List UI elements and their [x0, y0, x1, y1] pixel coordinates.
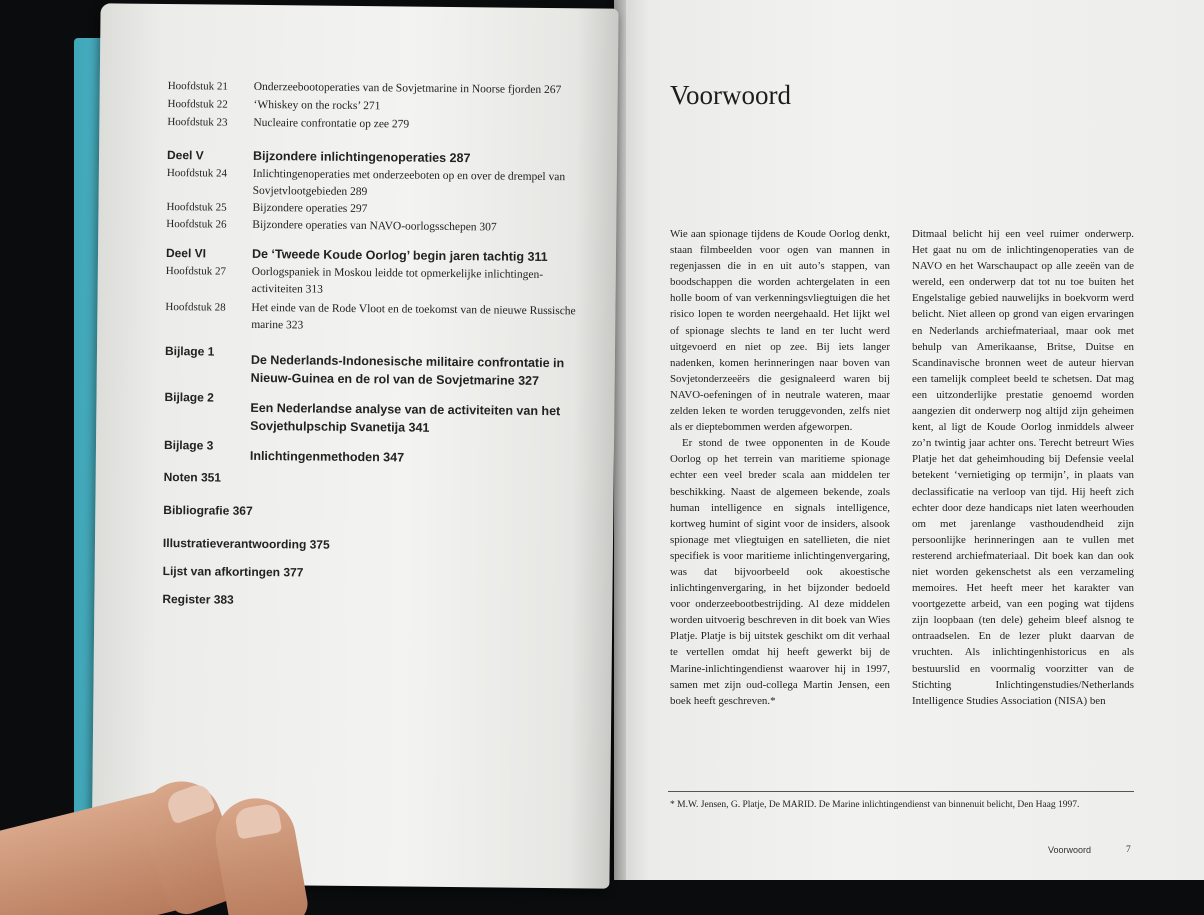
toc-entry — [166, 167, 587, 184]
toc-entry — [166, 201, 587, 216]
toc-entry-cont — [165, 318, 585, 332]
toc-title: Bijzondere operaties 297 — [252, 201, 368, 216]
toc-entry-cont — [166, 282, 586, 296]
toc-label: Hoofdstuk 21 — [167, 80, 229, 93]
page-number: 7 — [1126, 845, 1131, 855]
toc-title: Sovjetvlootgebieden 289 — [252, 184, 368, 199]
toc-label: Bijlage 2 — [164, 390, 214, 405]
toc-label: Deel V — [166, 148, 204, 163]
toc-title: Het einde van de Rode Vloot en de toekomst van de nieuwe Russische — [251, 301, 576, 318]
toc-entry — [167, 98, 588, 113]
toc-back-item: Illustratieverantwoording 375 — [162, 535, 330, 552]
toc-entry-cont — [164, 418, 584, 435]
left-page — [91, 3, 618, 888]
toc-back-matter — [164, 468, 584, 490]
toc-label: Hoofdstuk 27 — [165, 265, 227, 278]
toc-title: Onderzeebootoperaties van de Sovjetmarine in Noorse fjorden 267 — [253, 80, 562, 97]
toc-back-item: Noten 351 — [163, 469, 222, 485]
table-of-contents — [91, 3, 618, 888]
toc-section — [166, 148, 587, 166]
paragraph: Er stond de twee opponenten in de Koude Oorlog op het terrein van maritieme spionage echter een veel breder scala aan middelen ter beschikking. Naast de algemeen bekende, zoals human intelligence en signals intelligence, kortweg humint of sigint voor de insiders, alsook spionage met vliegtuigen en satellieten, die niet specifiek is voor maritieme inlichtingenvergaring, was dat bijvoorbeeld ook akoestische inlichtingenvergaring, in het bijzonder bedoeld voor onderzeebootbestrijding. Al deze middelen worden uitvoerig beschreven in dit boek van Wies Platje. Platje is bij uitstek geschikt om dit verhaal te vertellen omdat hij heeft gewerkt bij de Marine-inlichtingendienst waarover hij in 1997, samen met zijn oud-collega Martin Jensen, een boek heeft geschreven.* — [670, 437, 890, 707]
toc-label: Hoofdstuk 24 — [166, 167, 228, 180]
toc-label: Hoofdstuk 25 — [166, 201, 227, 214]
toc-entry — [166, 218, 586, 234]
text-column-2 — [912, 226, 1134, 709]
toc-title: Inlichtingenmethoden 347 — [249, 448, 405, 465]
toc-title: ‘Whiskey on the rocks’ 271 — [253, 98, 381, 113]
toc-title: Nieuw-Guinea en de rol van de Sovjetmarine 327 — [250, 370, 540, 388]
toc-title: De Nederlands-Indonesische militaire confrontatie in — [250, 352, 565, 371]
toc-appendix — [164, 344, 585, 371]
toc-entry — [167, 80, 588, 97]
toc-back-matter — [163, 534, 583, 556]
toc-appendix — [163, 438, 584, 465]
toc-title: Oorlogspaniek in Moskou leidde tot opmerkelijke inlichtingen- — [251, 265, 544, 281]
toc-title: Sovjethulpschip Svanetija 341 — [250, 418, 430, 435]
toc-label: Hoofdstuk 28 — [165, 301, 226, 314]
toc-label: Hoofdstuk 23 — [167, 116, 228, 129]
toc-label: Bijlage 1 — [164, 344, 215, 359]
toc-title: activiteiten 313 — [251, 282, 323, 296]
toc-section — [165, 246, 586, 265]
toc-back-item: Bibliografie 367 — [163, 502, 253, 518]
toc-entry-cont — [165, 370, 585, 388]
toc-entry-cont — [167, 184, 587, 199]
toc-label: Deel VI — [165, 246, 207, 261]
toc-title: Bijzondere operaties van NAVO-oorlogsschepen 307 — [252, 218, 497, 234]
toc-back-matter — [163, 501, 583, 523]
paragraph: Wie aan spionage tijdens de Koude Oorlog denkt, staan filmbeelden voor ogen van mannen in regenjassen die in en uit auto’s stappen, van boodschappen die worden achtergelaten in een holle boom of van verkenningsvliegtuigen die het risico lopen te worden neergehaald. Het lijkt wel of spionage slechts te land en ter lucht werd uitgevoerd en niet op zee. Bij iets langer nadenken, komen herinneringen naar boven van Sovjetonderzeeërs die gesignaleerd waren bij NAVO-oefeningen of in neutrale wateren, maar zelden leken te worden teruggevonden, zelfs niet als er dieptebommen werden afgeworpen. — [670, 228, 890, 434]
toc-label: Bijlage 3 — [163, 438, 214, 453]
running-footer-title: Voorwoord — [1048, 845, 1092, 855]
toc-entry — [167, 116, 587, 131]
right-page — [614, 0, 1204, 880]
toc-title: De ‘Tweede Koude Oorlog’ begin jaren tachtig 311 — [251, 246, 548, 265]
toc-title: Een Nederlandse analyse van de activiteiten van het — [250, 400, 561, 419]
toc-entry — [165, 265, 586, 281]
toc-back-matter — [163, 562, 583, 584]
footnote-rule — [668, 791, 1134, 792]
toc-title: Inlichtingenoperaties met onderzeeboten op en over de drempel van — [252, 167, 566, 184]
text-column-1 — [670, 226, 890, 709]
toc-appendix — [164, 390, 585, 419]
toc-title: Bijzondere inlichtingenoperaties 287 — [252, 148, 471, 166]
paragraph: Ditmaal belicht hij een veel ruimer onderwerp. Het gaat nu om de inlichtingenoperaties van de NAVO en het Warschaupact op alle zeeën van de wereld, een onderwerp dat tot nu toe buiten het Engelstalige gebied nauwelijks in boekvorm werd belicht. Niet alleen op grond van eigen ervaringen en Nederlands archiefmateriaal, maar ook met behulp van Amerikaanse, Britse, Duitse en Scandinavische bronnen weet de auteur hiervan een tamelijk compleet beeld te schetsen. Dat mag een uitzonderlijke prestatie genoemd worden aangezien dit onderwerp nog altijd zijn geheimen kent, al ligt de Koude Oorlog inmiddels alweer zo’n twintig jaar achter ons. Terecht betreurt Wies Platje het dat geheimhouding bij Defensie veelal betekent ‘vernietiging op termijn’, in plaats van declassificatie na verloop van tijd. Hij heeft zich echter door deze handicaps niet laten weerhouden om met jarenlange vasthoudendheid zijn persoonlijke herinneringen aan te vullen met resterend archiefmateriaal. Dit boek kan dan ook niet worden gekenschetst als een verzameling memoires. Het heeft meer het karakter van voortgezette arbeid, van een poging wat tijdens zijn loopbaan (ten dele) geheim bleef alsnog te ontraadselen. En de lezer plukt daarvan de vruchten. Als inlichtingenhistoricus en als bestuurslid en voormalig voorzitter van de Stichting Inlichtingenstudies/Netherlands Intelligence Studies Association (NISA) ben — [912, 228, 1134, 707]
page-heading: Voorwoord — [670, 80, 791, 110]
toc-back-item: Register 383 — [162, 591, 234, 607]
toc-label: Hoofdstuk 22 — [167, 98, 228, 111]
toc-back-item: Lijst van afkortingen 377 — [162, 563, 304, 580]
toc-label: Hoofdstuk 26 — [166, 218, 227, 231]
toc-entry — [165, 301, 586, 318]
footnote: * M.W. Jensen, G. Platje, De MARID. De Marine inlichtingendienst van binnenuit belicht, Den Haag 1997. — [670, 800, 1080, 810]
toc-back-matter — [162, 590, 582, 612]
hand — [0, 770, 320, 915]
toc-title: Nucleaire confrontatie op zee 279 — [253, 116, 410, 131]
toc-title: marine 323 — [251, 318, 304, 332]
